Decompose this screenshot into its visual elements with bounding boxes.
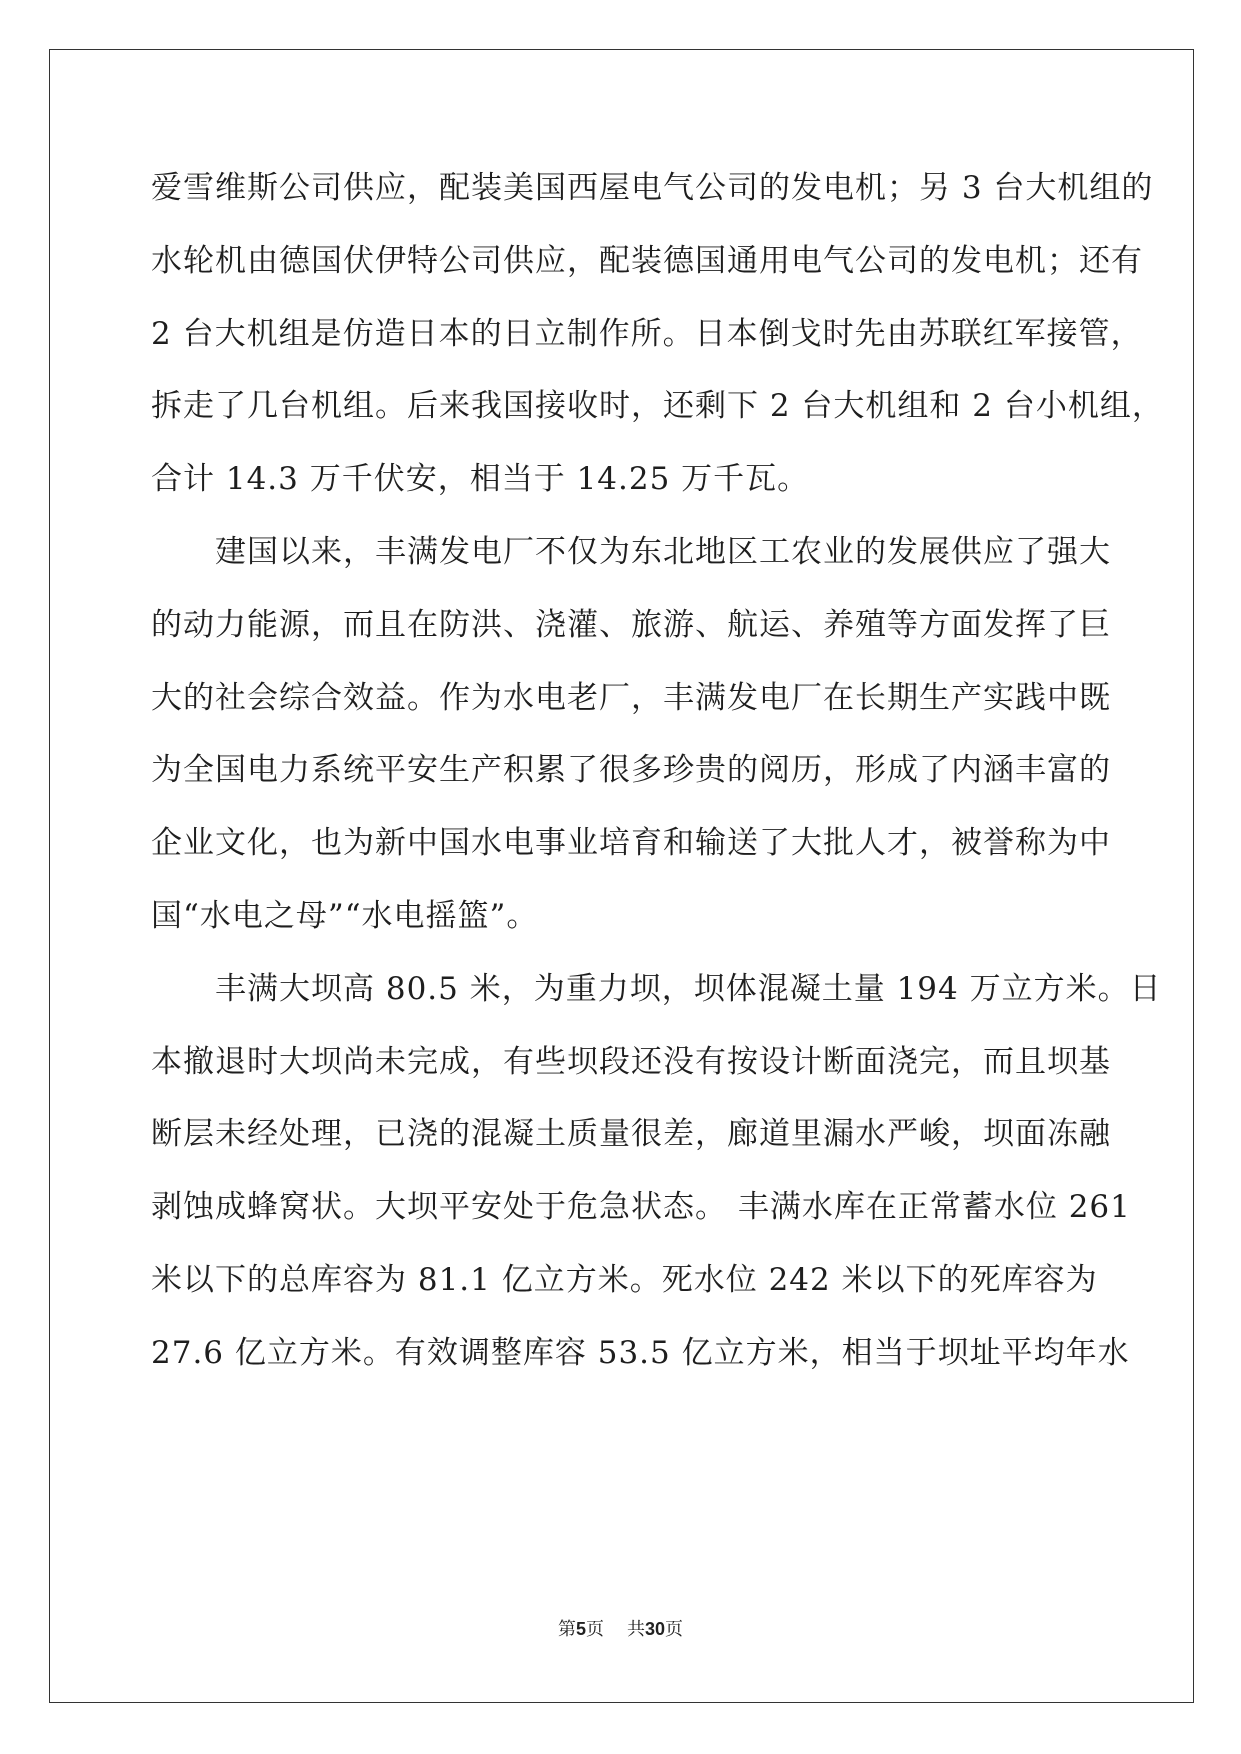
text-line: 27.6 亿立方米。有效调整库容 53.5 亿立方米，相当于坝址平均年水 — [151, 1334, 1130, 1371]
text-line: 大的社会综合效益。作为水电老厂，丰满发电厂在长期生产实践中既 — [151, 679, 1111, 716]
text-line: 米以下的总库容为 81.1 亿立方米。死水位 242 米以下的死库容为 — [151, 1261, 1098, 1298]
text-line: 建国以来，丰满发电厂不仅为东北地区工农业的发展供应了强大 — [151, 533, 1111, 570]
text-line: 为全国电力系统平安生产积累了很多珍贵的阅历，形成了内涵丰富的 — [151, 752, 1111, 789]
text-line: 的动力能源，而且在防洪、浇灌、旅游、航运、养殖等方面发挥了巨 — [151, 606, 1111, 643]
text-line: 合计 14.3 万千伏安，相当于 14.25 万千瓦。 — [151, 461, 810, 498]
text-line: 2 台大机组是仿造日本的日立制作所。日本倒戈时先由苏联红军接管， — [151, 315, 1143, 352]
text-line: 水轮机由德国伏伊特公司供应，配装德国通用电气公司的发电机；还有 — [151, 242, 1143, 279]
text-line: 剥蚀成蜂窝状。大坝平安处于危急状态。 丰满水库在正常蓄水位 261 — [151, 1189, 1131, 1226]
text-line: 拆走了几台机组。后来我国接收时，还剩下 2 台大机组和 2 台小机组， — [151, 388, 1164, 425]
page-footer — [0, 1615, 1241, 1641]
text-line: 企业文化，也为新中国水电事业培育和输送了大批人才，被誉称为中 — [151, 825, 1111, 862]
total-prefix: 共 — [626, 1619, 645, 1640]
page-suffix: 页 — [586, 1619, 605, 1640]
text-line: 爱雪维斯公司供应，配装美国西屋电气公司的发电机；另 3 台大机组的 — [151, 170, 1154, 206]
page-prefix: 第 — [558, 1619, 577, 1640]
text-line: 断层未经处理，已浇的混凝土质量很差，廊道里漏水严峻，坝面冻融 — [151, 1116, 1111, 1153]
total-pages: 30 — [644, 1619, 665, 1639]
text-line: 国“水电之母”“水电摇篮”。 — [151, 897, 539, 934]
text-line: 本撤退时大坝尚未完成，有些坝段还没有按设计断面浇完，而且坝基 — [151, 1043, 1111, 1080]
document-body — [151, 160, 1164, 1398]
text-line: 丰满大坝高 80.5 米，为重力坝，坝体混凝土量 194 万立方米。日 — [151, 970, 1162, 1007]
page-number: 5 — [576, 1619, 587, 1639]
total-suffix: 页 — [664, 1619, 683, 1640]
